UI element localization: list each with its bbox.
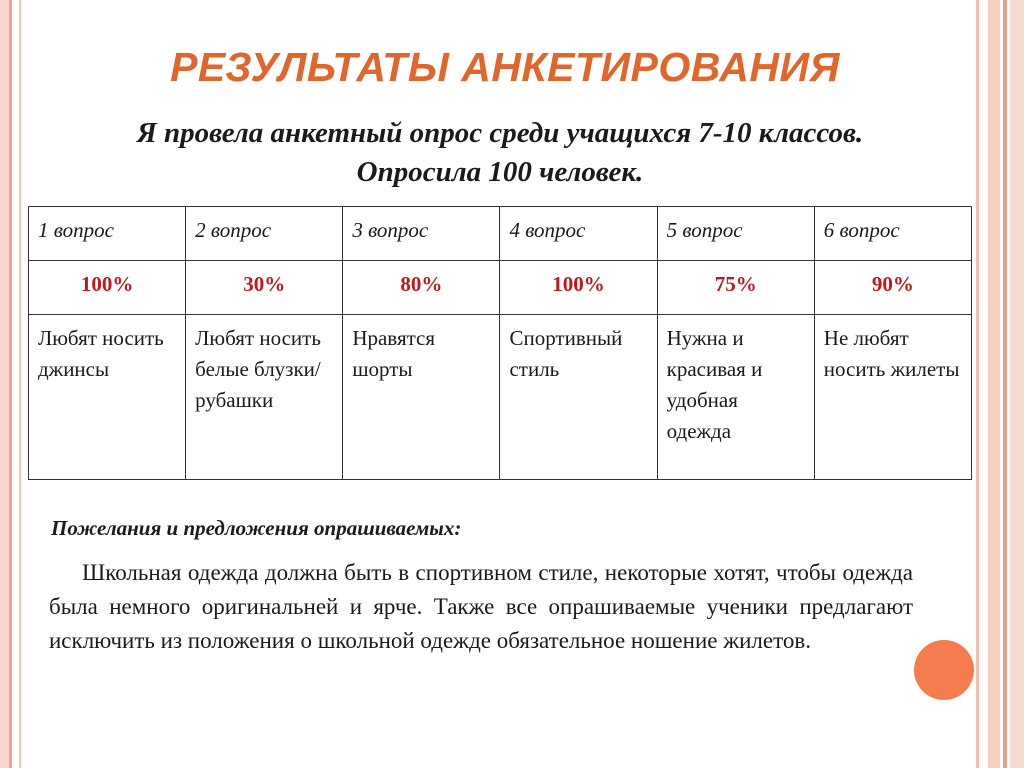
frame-stripe-right-1: [976, 0, 979, 768]
wishes-heading: Пожелания и предложения опрашиваемых:: [51, 516, 462, 540]
slide-title: РЕЗУЛЬТАТЫ АНКЕТИРОВАНИЯ: [170, 44, 840, 90]
question-cell: 1 вопрос: [29, 207, 186, 261]
percent-cell: 30%: [186, 261, 343, 315]
survey-results-table: [28, 206, 972, 480]
percent-cell: 80%: [343, 261, 500, 315]
percents-row: [29, 261, 972, 315]
question-cell: 6 вопрос: [814, 207, 971, 261]
decorative-circle: [914, 640, 974, 700]
wishes-paragraph: Школьная одежда должна быть в спортивном стиле, некоторые хотят, чтобы одежда была немного оригинальней и ярче. Также все опрашиваемые ученики предлагают исключить из положения о школьной одежде обязательное ношение жилетов.: [49, 560, 913, 653]
frame-stripe-left-inner: [19, 0, 21, 768]
question-cell: 3 вопрос: [343, 207, 500, 261]
answer-cell: Любят носить белые блузки/ рубашки: [186, 315, 343, 480]
question-cell: 2 вопрос: [186, 207, 343, 261]
percent-cell: 100%: [29, 261, 186, 315]
percent-cell: 75%: [657, 261, 814, 315]
subtitle-line-2: Опросила 100 человек.: [356, 156, 644, 188]
answer-cell: Нужна и красивая и удобная одежда: [657, 315, 814, 480]
frame-stripe-right-3: [1003, 0, 1007, 768]
frame-stripe-right-2: [988, 0, 1000, 768]
questions-row: [29, 207, 972, 261]
answer-cell: Спортивный стиль: [500, 315, 657, 480]
answer-cell: Не любят носить жилеты: [814, 315, 971, 480]
answers-row: [29, 315, 972, 480]
frame-stripe-right-4: [1010, 0, 1024, 768]
subtitle-line-1: Я провела анкетный опрос среди учащихся 7-10 классов.: [136, 117, 864, 149]
percent-cell: 100%: [500, 261, 657, 315]
answer-cell: Любят носить джинсы: [29, 315, 186, 480]
frame-stripe-left-outer: [0, 0, 9, 768]
frame-stripe-left-mid: [9, 0, 12, 768]
answer-cell: Нравятся шорты: [343, 315, 500, 480]
question-cell: 4 вопрос: [500, 207, 657, 261]
percent-cell: 90%: [814, 261, 971, 315]
question-cell: 5 вопрос: [657, 207, 814, 261]
